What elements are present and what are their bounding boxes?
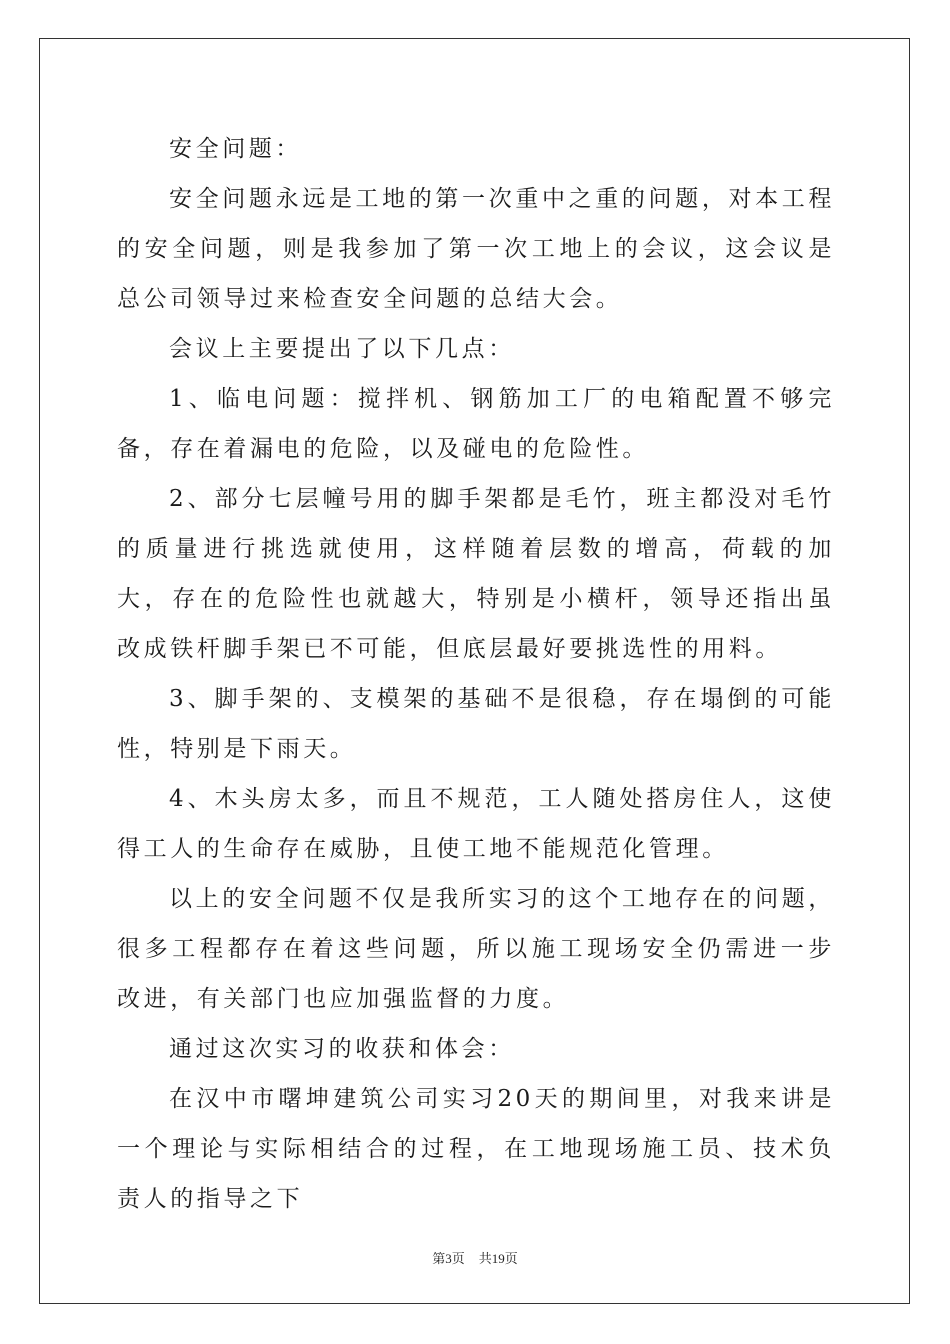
page-footer [0,1248,950,1267]
page-number: 第3页 [432,1251,465,1266]
list-item: 3、脚手架的、支模架的基础不是很稳，存在塌倒的可能性，特别是下雨天。 [117,686,835,762]
list-item: 2、部分七层幢号用的脚手架都是毛竹，班主都没对毛竹的质量进行挑选就使用，这样随着层数的增高，荷载的加大，存在的危险性也就越大，特别是小横杆，领导还指出虽改成铁杆脚手架已不可能，但底层最好要挑选性的用料。 [117,486,835,662]
section-heading-safety: 安全问题： [169,136,302,162]
page-total: 共19页 [478,1251,518,1266]
list-item: 4、木头房太多，而且不规范，工人随处搭房住人，这使得工人的生命存在威胁，且使工地不能规范化管理。 [117,786,835,862]
paragraph: 会议上主要提出了以下几点： [169,336,515,362]
paragraph: 安全问题永远是工地的第一次重中之重的问题，对本工程的安全问题，则是我参加了第一次工地上的会议，这会议是总公司领导过来检查安全问题的总结大会。 [117,186,835,312]
document-body [117,124,835,1224]
section-heading-experience: 通过这次实习的收获和体会： [169,1036,515,1062]
paragraph: 以上的安全问题不仅是我所实习的这个工地存在的问题，很多工程都存在着这些问题，所以施工现场安全仍需进一步改进，有关部门也应加强监督的力度。 [117,886,835,1012]
list-item: 1、临电问题：搅拌机、钢筋加工厂的电箱配置不够完备，存在着漏电的危险，以及碰电的危险性。 [117,386,835,462]
paragraph: 在汉中市曙坤建筑公司实习20天的期间里，对我来讲是一个理论与实际相结合的过程，在工地现场施工员、技术负责人的指导之下 [117,1086,835,1212]
